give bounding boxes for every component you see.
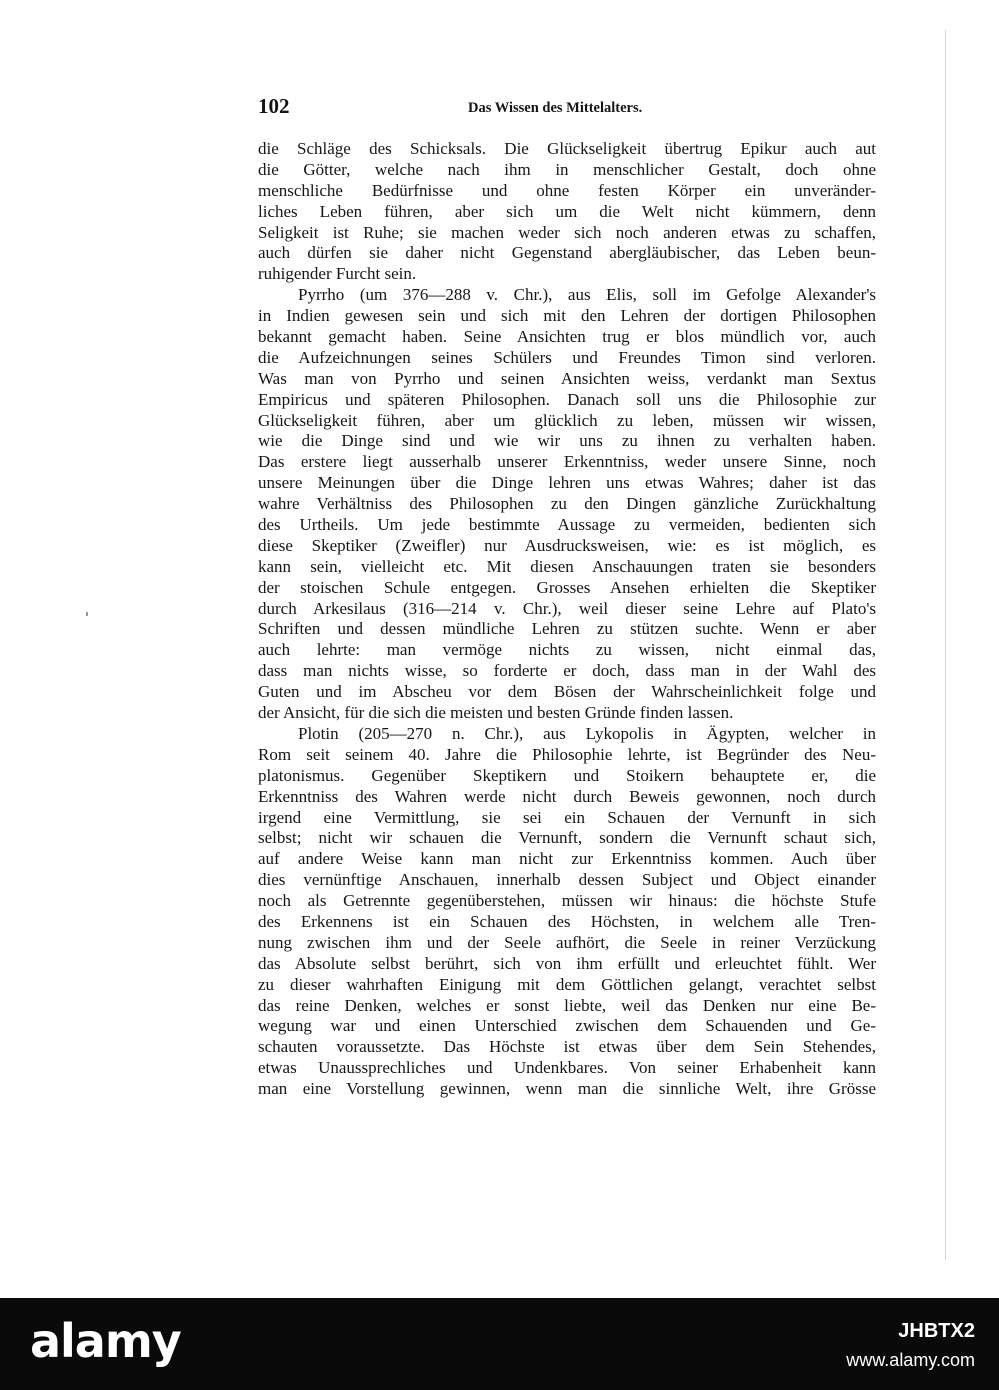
text-line: Schriften und dessen mündliche Lehren zu stützen suchte. Wenn er aber [258, 619, 876, 639]
text-line: menschliche Bedürfnisse und ohne festen Körper ein unveränder- [258, 180, 876, 200]
text-line: schauten voraussetzte. Das Höchste ist etwas über dem Sein Stehendes, [258, 1037, 876, 1057]
text-line: etwas Unaussprechliches und Undenkbares. Von seiner Erhabenheit kann [258, 1058, 876, 1078]
margin-mark [86, 612, 88, 616]
text-line: wahre Verhältniss des Philosophen zu den Dingen gänzliche Zurückhaltung [258, 494, 876, 514]
stock-footer-bar [0, 1298, 999, 1390]
text-line: wegung war und einen Unterschied zwischen dem Schauenden und Ge- [258, 1016, 876, 1036]
text-line: zu dieser wahrhaften Einigung mit dem Göttlichen gelangt, verachtet selbst [258, 974, 876, 994]
text-line: wie die Dinge sind und wie wir uns zu ihnen zu verhalten haben. [258, 431, 876, 451]
text-line: die Aufzeichnungen seines Schülers und Freundes Timon sind verloren. [258, 347, 876, 367]
paragraph-start-line: Plotin (205—270 n. Chr.), aus Lykopolis in Ägypten, welcher in [298, 723, 876, 743]
text-line: ruhigender Furcht sein. [258, 264, 417, 284]
text-line: liches Leben führen, aber sich um die Welt nicht kümmern, denn [258, 201, 876, 221]
text-line: nung zwischen ihm und der Seele aufhört, die Seele in reiner Verzückung [258, 932, 876, 952]
page-number: 102 [258, 94, 290, 118]
text-line: kann sein, vielleicht etc. Mit diesen Anschauungen traten sie besonders [258, 556, 876, 576]
text-line: Erkenntniss des Wahren werde nicht durch Beweis gewonnen, noch durch [258, 786, 876, 806]
text-line: platonismus. Gegenüber Skeptikern und Stoikern behauptete er, die [258, 765, 876, 785]
text-line: auf andere Weise kann man nicht zur Erkenntniss kommen. Auch über [258, 849, 876, 869]
text-line: bekannt gemacht haben. Seine Ansichten trug er blos mündlich vor, auch [258, 327, 876, 347]
margin-rule [945, 30, 946, 1260]
text-line: der Ansicht, für die sich die meisten und besten Gründe finden lassen. [258, 703, 734, 723]
text-line: Glückseligkeit führen, aber um glücklich zu leben, müssen wir wissen, [258, 410, 876, 430]
text-line: das reine Denken, welches er sonst liebte, weil das Denken nur eine Be- [258, 995, 876, 1015]
text-line: die Schläge des Schicksals. Die Glückseligkeit übertrug Epikur auch aut [258, 139, 876, 158]
text-line: Was man von Pyrrho und seinen Ansichten weiss, verdankt man Sextus [258, 368, 876, 388]
text-line: in Indien gewesen sein und sich mit den Lehren der dortigen Philosophen [258, 306, 876, 326]
text-line: die Götter, welche nach ihm in menschlicher Gestalt, doch ohne [258, 159, 876, 179]
body-text [258, 139, 876, 1100]
page-header [258, 94, 876, 124]
running-title: Das Wissen des Mittelalters. [468, 100, 643, 116]
text-line: Empiricus und späteren Philosophen. Danach soll uns die Philosophie zur [258, 389, 876, 409]
text-line: Rom seit seinem 40. Jahre die Philosophie lehrte, ist Begründer des Neu- [258, 744, 876, 764]
text-line: diese Skeptiker (Zweifler) nur Ausdrucksweisen, wie: es ist möglich, es [258, 535, 876, 555]
text-line: selbst; nicht wir schauen die Vernunft, sondern die Vernunft schaut sich, [258, 828, 876, 848]
text-line: dass man nichts wisse, so forderte er doch, dass man in der Wahl des [258, 661, 876, 681]
paragraph-start-line: Pyrrho (um 376—288 v. Chr.), aus Elis, soll im Gefolge Alexander's [298, 285, 876, 305]
text-line: noch als Getrennte gegenüberstehen, müssen wir hinaus: die höchste Stufe [258, 891, 876, 911]
text-line: man eine Vorstellung gewinnen, wenn man die sinnliche Welt, ihre Grösse [258, 1079, 876, 1099]
text-line: auch dürfen sie daher nicht Gegenstand abergläubischer, das Leben beun- [258, 243, 876, 263]
text-line: durch Arkesilaus (316—214 v. Chr.), weil dieser seine Lehre auf Plato's [258, 598, 876, 618]
text-line: des Urtheils. Um jede bestimmte Aussage zu vermeiden, bedienten sich [258, 515, 876, 535]
text-line: auch lehrte: man vermöge nichts zu wissen, nicht einmal das, [258, 640, 876, 660]
stock-image-id: JHBTX2 [898, 1320, 975, 1342]
text-line: das Absolute selbst berührt, sich von ihm erfüllt und erleuchtet fühlt. Wer [258, 953, 876, 973]
footer-url: www.alamy.com [846, 1350, 975, 1370]
alamy-logo: alamy [30, 1314, 181, 1368]
text-line: dies vernünftige Anschauen, innerhalb dessen Subject und Object einander [258, 870, 876, 890]
text-line: Das erstere liegt ausserhalb unserer Erkenntniss, weder unsere Sinne, noch [258, 452, 876, 472]
text-line: Guten und im Abscheu vor dem Bösen der Wahrscheinlichkeit folge und [258, 682, 876, 702]
text-line: unsere Meinungen über die Dinge lehren uns etwas Wahres; daher ist das [258, 473, 876, 493]
text-line: Seligkeit ist Ruhe; sie machen weder sich noch anderen etwas zu schaffen, [258, 222, 876, 242]
text-line: der stoischen Schule entgegen. Grosses Ansehen erhielten die Skeptiker [258, 577, 876, 597]
text-line: des Erkennens ist ein Schauen des Höchsten, in welchem alle Tren- [258, 911, 876, 931]
text-line: irgend eine Vermittlung, sie sei ein Schauen der Vernunft in sich [258, 807, 876, 827]
